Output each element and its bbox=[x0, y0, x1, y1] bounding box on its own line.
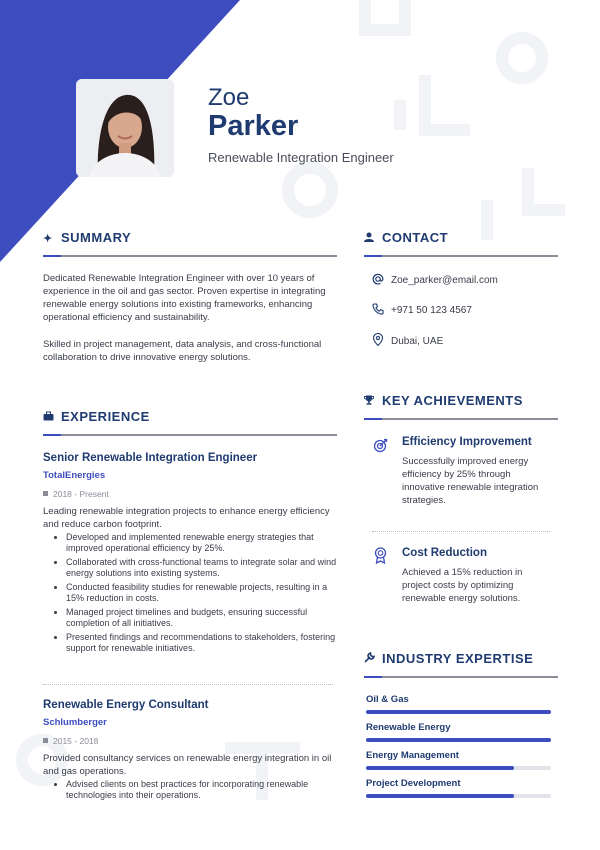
experience-heading: EXPERIENCE bbox=[43, 409, 150, 424]
contact-divider bbox=[364, 255, 558, 257]
location-pin-icon bbox=[372, 333, 391, 349]
list-item: • Managed project timelines and budgets, ensuring successful completion of all initiatives. bbox=[66, 607, 344, 629]
skill-4-name: Project Development bbox=[366, 778, 461, 789]
phone-text[interactable]: +971 50 123 4567 bbox=[391, 305, 472, 316]
list-item: • Conducted feasibility studies for renewable projects, resulting in a 15% reduction in costs. bbox=[66, 582, 344, 604]
person-icon bbox=[364, 232, 378, 245]
profile-photo bbox=[76, 79, 174, 177]
list-item: • Advised clients on best practices for incorporating renewable technologies into their operations. bbox=[66, 779, 344, 801]
contact-location bbox=[372, 333, 443, 349]
skill-3-name: Energy Management bbox=[366, 750, 459, 761]
job-2-company: Schlumberger bbox=[43, 717, 107, 728]
job-role: Renewable Integration Engineer bbox=[208, 150, 394, 165]
job-1-title: Senior Renewable Integration Engineer bbox=[43, 452, 258, 464]
summary-heading: ✦ SUMMARY bbox=[43, 230, 132, 245]
skill-4-bar bbox=[366, 794, 551, 798]
last-name: Parker bbox=[208, 110, 299, 142]
briefcase-icon bbox=[43, 411, 57, 424]
contact-phone[interactable] bbox=[372, 303, 472, 318]
summary-paragraph-2: Skilled in project management, data analysis, and cross-functional collaboration to drive innovative energy solutions. bbox=[43, 339, 322, 363]
achievement-1-title: Efficiency Improvement bbox=[402, 436, 532, 448]
job-2-title: Renewable Energy Consultant bbox=[43, 699, 209, 711]
achievement-2-title: Cost Reduction bbox=[402, 547, 487, 559]
expertise-heading: INDUSTRY EXPERTISE bbox=[364, 651, 533, 666]
achievement-2-description: Achieved a 15% reduction in project costs by optimizing renewable energy solutions. bbox=[402, 567, 523, 604]
contact-heading: CONTACT bbox=[364, 230, 448, 245]
target-icon bbox=[373, 438, 388, 458]
list-item: • Collaborated with cross-functional teams to integrate solar and wind energy solutions into existing systems. bbox=[66, 557, 344, 579]
at-icon bbox=[372, 273, 391, 288]
list-item: • Developed and implemented renewable energy strategies that improved operational efficiency by 25%. bbox=[66, 532, 344, 554]
list-item: • Presented findings and recommendations to stakeholders, fostering support for renewable initiatives. bbox=[66, 632, 344, 654]
trophy-icon bbox=[364, 395, 378, 408]
achievement-1-description: Successfully improved energy efficiency by 25% through innovative renewable integration strategies. bbox=[402, 456, 539, 506]
achievements-heading: KEY ACHIEVEMENTS bbox=[364, 393, 523, 408]
summary-paragraph-1: Dedicated Renewable Integration Engineer with over 10 years of experience in the oil and gas sector. Proven expertise in integrating renewable energy solutions into existing frameworks, enhancing operational efficiency and sustainability. bbox=[43, 273, 326, 323]
job-2-description: Provided consultancy services on renewable energy integration in oil and gas operations. bbox=[43, 753, 332, 777]
job-1-bullets bbox=[44, 532, 344, 657]
skill-2-bar bbox=[366, 738, 551, 742]
job-1-description: Leading renewable integration projects to enhance energy efficiency and reduce carbon footprint. bbox=[43, 506, 330, 530]
skill-1-name: Oil & Gas bbox=[366, 694, 409, 705]
skill-3-bar bbox=[366, 766, 551, 770]
sparkle-icon: ✦ bbox=[43, 233, 53, 245]
job-2-dates: 2015 - 2018 bbox=[43, 736, 98, 746]
achievement-separator bbox=[372, 531, 550, 532]
wrench-icon bbox=[364, 652, 378, 666]
job-separator bbox=[43, 684, 333, 685]
location-text: Dubai, UAE bbox=[391, 335, 444, 347]
award-icon bbox=[373, 547, 388, 569]
job-1-dates: 2018 - Present bbox=[43, 489, 109, 499]
experience-divider bbox=[43, 434, 337, 436]
first-name: Zoe bbox=[208, 84, 250, 111]
summary-divider bbox=[43, 255, 337, 257]
expertise-divider bbox=[364, 676, 558, 678]
achievements-divider bbox=[364, 418, 558, 420]
skill-1-bar bbox=[366, 710, 551, 714]
email-text[interactable]: Zoe_parker@email.com bbox=[391, 275, 498, 286]
job-2-bullets bbox=[44, 779, 344, 804]
job-1-company: TotalEnergies bbox=[43, 470, 106, 481]
phone-icon bbox=[372, 303, 391, 318]
contact-email[interactable] bbox=[372, 273, 498, 288]
skill-2-name: Renewable Energy bbox=[366, 722, 451, 733]
